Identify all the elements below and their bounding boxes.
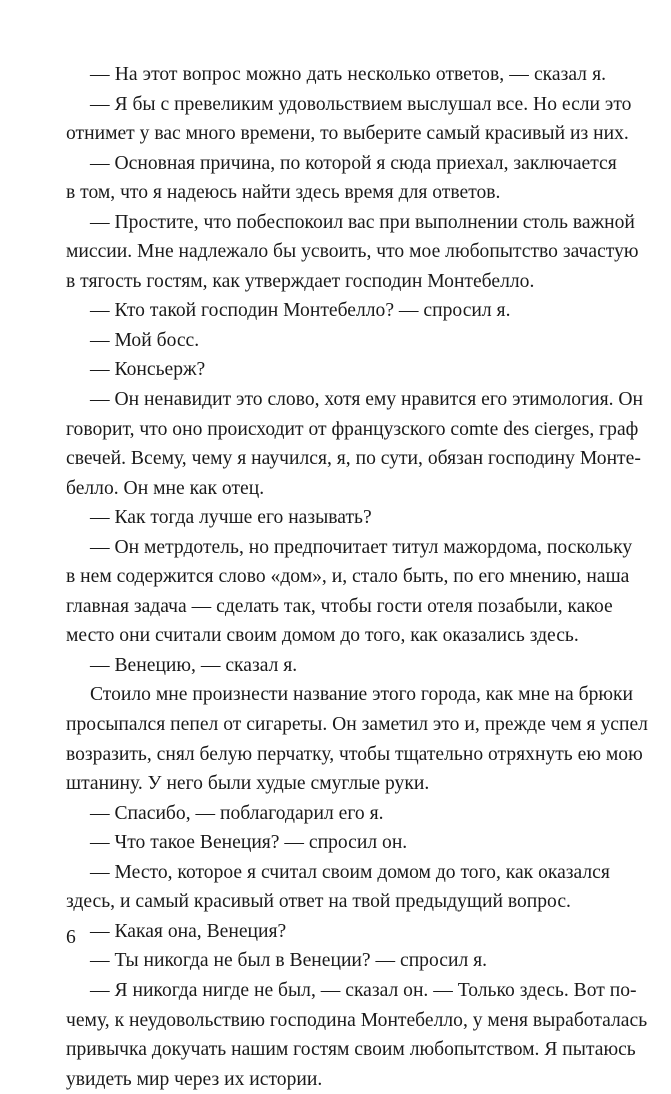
text-line: в том, что я надеюсь найти здесь время для ответов. [66,182,501,204]
text-line: отнимет у вас много времени, то выберите самый красивый из них. [66,123,629,145]
text-line: здесь, и самый красивый ответ на твой предыдущий вопрос. [66,891,571,913]
text-line: в нем содержится слово «дом», и, стало быть, по его мнению, наша [66,566,630,588]
text-line: — Кто такой господин Монтебелло? — спросил я. [90,300,511,322]
text-line: — Основная причина, по которой я сюда приехал, заключается [90,152,617,174]
text-line: — Спасибо, — поблагодарил его я. [90,802,384,824]
text-line: главная задача — сделать так, чтобы гости отеля позабыли, какое [66,595,613,617]
text-line: — Венецию, — сказал я. [90,654,298,676]
text-line: — Что такое Венеция? — спросил он. [90,832,408,854]
text-line: увидеть мир через их истории. [66,1068,323,1090]
text-line: — Место, которое я считал своим домом до того, как оказался [90,861,610,883]
text-line: место они считали своим домом до того, как оказались здесь. [66,625,579,647]
text-line: — Простите, что побеспокоил вас при выполнении столь важной [90,211,635,233]
text-line: — Ты никогда не был в Венеции? — спросил я. [90,950,488,972]
text-line: свечей. Всему, чему я научился, я, по сути, обязан господину Монте- [66,448,641,470]
text-line: — На этот вопрос можно дать несколько ответов, — сказал я. [90,64,606,85]
text-line: чему, к неудовольствию господина Монтебелло, у меня выработалась [66,1009,648,1031]
text-line: — Я никогда нигде не был, — сказал он. — Только здесь. Вот по- [90,979,637,1001]
text-line: привычка докучать нашим гостям своим любопытством. Я пытаюсь [66,1039,636,1061]
text-line: штанину. У него были худые смуглые руки. [66,773,430,795]
text-line: говорит, что оно происходит от французского comte des cierges, граф [66,418,639,440]
text-line: — Как тогда лучше его называть? [90,507,372,529]
text-line: — Мой босс. [90,329,200,351]
text-line: — Я бы с превеликим удовольствием выслушал все. Но если это [90,93,632,115]
text-line: — Какая она, Венеция? [90,920,287,942]
text-line: миссии. Мне надлежало бы усвоить, что мое любопытство зачастую [66,241,639,263]
text-line: — Он метрдотель, но предпочитает титул мажордома, поскольку [90,536,633,558]
page-number: 6 [66,927,76,948]
text-line: — Он ненавидит это слово, хотя ему нравится его этимология. Он [90,389,644,411]
body-text [66,60,648,1094]
text-line: — Консьерж? [90,359,206,381]
text-line: белло. Он мне как отец. [66,477,265,499]
text-line: возразить, снял белую перчатку, чтобы тщательно отряхнуть ею мою [66,743,643,765]
text-line: в тягость гостям, как утверждает господин Монтебелло. [66,270,535,292]
text-line: просыпался пепел от сигареты. Он заметил это и, прежде чем я успел [66,714,648,736]
text-line: Стоило мне произнести название этого города, как мне на брюки [90,684,634,706]
